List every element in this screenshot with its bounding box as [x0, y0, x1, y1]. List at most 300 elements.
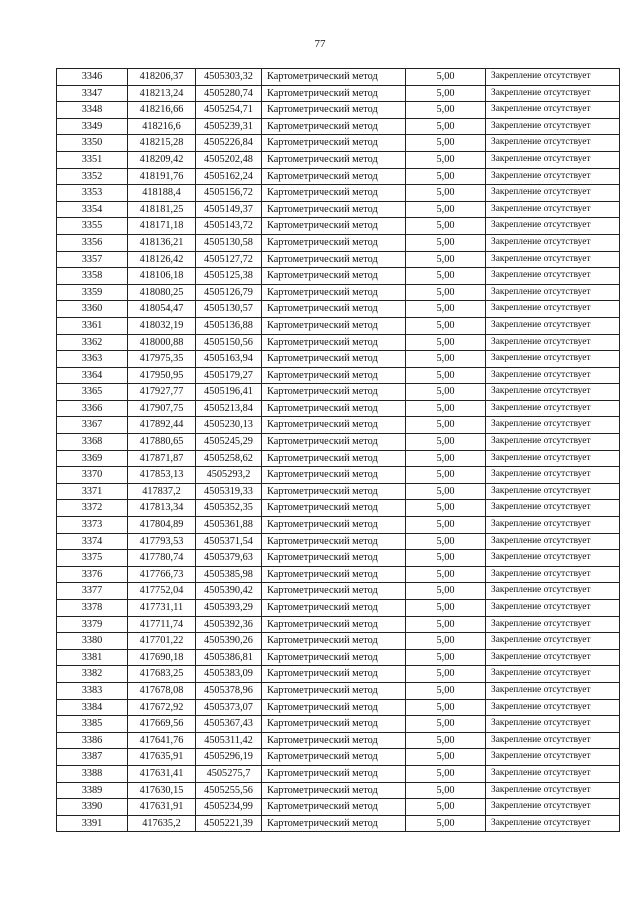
method-cell: Картометрический метод: [262, 682, 406, 699]
point-number-cell: 3368: [57, 434, 128, 451]
x-coordinate-cell: 417672,92: [128, 699, 196, 716]
table-row: [57, 616, 620, 633]
x-coordinate-cell: 418106,18: [128, 268, 196, 285]
point-number-cell: 3389: [57, 782, 128, 799]
x-coordinate-cell: 417678,08: [128, 682, 196, 699]
precision-cell: 5,00: [406, 600, 486, 617]
y-coordinate-cell: 4505226,84: [196, 135, 262, 152]
precision-cell: 5,00: [406, 749, 486, 766]
y-coordinate-cell: 4505296,19: [196, 749, 262, 766]
x-coordinate-cell: 417731,11: [128, 600, 196, 617]
fixing-cell: Закрепление отсутствует: [486, 301, 620, 318]
method-cell: Картометрический метод: [262, 351, 406, 368]
fixing-cell: Закрепление отсутствует: [486, 118, 620, 135]
y-coordinate-cell: 4505202,48: [196, 151, 262, 168]
method-cell: Картометрический метод: [262, 168, 406, 185]
y-coordinate-cell: 4505373,07: [196, 699, 262, 716]
precision-cell: 5,00: [406, 367, 486, 384]
y-coordinate-cell: 4505352,35: [196, 500, 262, 517]
table-row: [57, 317, 620, 334]
point-number-cell: 3366: [57, 400, 128, 417]
x-coordinate-cell: 417641,76: [128, 732, 196, 749]
table-row: [57, 716, 620, 733]
table-row: [57, 351, 620, 368]
precision-cell: 5,00: [406, 251, 486, 268]
y-coordinate-cell: 4505143,72: [196, 218, 262, 235]
fixing-cell: Закрепление отсутствует: [486, 417, 620, 434]
fixing-cell: Закрепление отсутствует: [486, 168, 620, 185]
point-number-cell: 3372: [57, 500, 128, 517]
table-row: [57, 400, 620, 417]
point-number-cell: 3381: [57, 649, 128, 666]
x-coordinate-cell: 418000,88: [128, 334, 196, 351]
fixing-cell: Закрепление отсутствует: [486, 201, 620, 218]
fixing-cell: Закрепление отсутствует: [486, 682, 620, 699]
fixing-cell: Закрепление отсутствует: [486, 151, 620, 168]
precision-cell: 5,00: [406, 682, 486, 699]
x-coordinate-cell: 417853,13: [128, 467, 196, 484]
precision-cell: 5,00: [406, 649, 486, 666]
precision-cell: 5,00: [406, 483, 486, 500]
fixing-cell: Закрепление отсутствует: [486, 135, 620, 152]
precision-cell: 5,00: [406, 168, 486, 185]
precision-cell: 5,00: [406, 699, 486, 716]
fixing-cell: Закрепление отсутствует: [486, 185, 620, 202]
point-number-cell: 3376: [57, 566, 128, 583]
method-cell: Картометрический метод: [262, 417, 406, 434]
fixing-cell: Закрепление отсутствует: [486, 799, 620, 816]
table-row: [57, 550, 620, 567]
method-cell: Картометрический метод: [262, 450, 406, 467]
y-coordinate-cell: 4505383,09: [196, 666, 262, 683]
point-number-cell: 3380: [57, 633, 128, 650]
y-coordinate-cell: 4505390,26: [196, 633, 262, 650]
point-number-cell: 3352: [57, 168, 128, 185]
point-number-cell: 3379: [57, 616, 128, 633]
point-number-cell: 3386: [57, 732, 128, 749]
method-cell: Картометрический метод: [262, 201, 406, 218]
point-number-cell: 3370: [57, 467, 128, 484]
x-coordinate-cell: 417804,89: [128, 517, 196, 534]
table-row: [57, 533, 620, 550]
fixing-cell: Закрепление отсутствует: [486, 616, 620, 633]
x-coordinate-cell: 418136,21: [128, 234, 196, 251]
precision-cell: 5,00: [406, 616, 486, 633]
method-cell: Картометрический метод: [262, 367, 406, 384]
fixing-cell: Закрепление отсутствует: [486, 317, 620, 334]
y-coordinate-cell: 4505371,54: [196, 533, 262, 550]
precision-cell: 5,00: [406, 633, 486, 650]
y-coordinate-cell: 4505136,88: [196, 317, 262, 334]
x-coordinate-cell: 417907,75: [128, 400, 196, 417]
fixing-cell: Закрепление отсутствует: [486, 666, 620, 683]
x-coordinate-cell: 417950,95: [128, 367, 196, 384]
page-number: 77: [314, 38, 326, 50]
precision-cell: 5,00: [406, 517, 486, 534]
method-cell: Картометрический метод: [262, 400, 406, 417]
precision-cell: 5,00: [406, 85, 486, 102]
point-number-cell: 3360: [57, 301, 128, 318]
table-row: [57, 334, 620, 351]
table-row: [57, 284, 620, 301]
y-coordinate-cell: 4505130,57: [196, 301, 262, 318]
table-row: [57, 450, 620, 467]
y-coordinate-cell: 4505149,37: [196, 201, 262, 218]
precision-cell: 5,00: [406, 284, 486, 301]
x-coordinate-cell: 418215,28: [128, 135, 196, 152]
method-cell: Картометрический метод: [262, 268, 406, 285]
y-coordinate-cell: 4505385,98: [196, 566, 262, 583]
table-row: [57, 467, 620, 484]
point-number-cell: 3353: [57, 185, 128, 202]
precision-cell: 5,00: [406, 732, 486, 749]
point-number-cell: 3373: [57, 517, 128, 534]
method-cell: Картометрический метод: [262, 384, 406, 401]
point-number-cell: 3387: [57, 749, 128, 766]
y-coordinate-cell: 4505127,72: [196, 251, 262, 268]
table-row: [57, 815, 620, 832]
x-coordinate-cell: 417711,74: [128, 616, 196, 633]
table-row: [57, 201, 620, 218]
method-cell: Картометрический метод: [262, 467, 406, 484]
fixing-cell: Закрепление отсутствует: [486, 400, 620, 417]
precision-cell: 5,00: [406, 533, 486, 550]
table-row: [57, 600, 620, 617]
precision-cell: 5,00: [406, 815, 486, 832]
coordinates-table: [56, 68, 620, 832]
precision-cell: 5,00: [406, 135, 486, 152]
point-number-cell: 3383: [57, 682, 128, 699]
table-row: [57, 732, 620, 749]
method-cell: Картометрический метод: [262, 765, 406, 782]
method-cell: Картометрический метод: [262, 732, 406, 749]
table-row: [57, 682, 620, 699]
point-number-cell: 3378: [57, 600, 128, 617]
table-row: [57, 268, 620, 285]
y-coordinate-cell: 4505393,29: [196, 600, 262, 617]
x-coordinate-cell: 417690,18: [128, 649, 196, 666]
precision-cell: 5,00: [406, 384, 486, 401]
table-row: [57, 483, 620, 500]
method-cell: Картометрический метод: [262, 69, 406, 86]
x-coordinate-cell: 417837,2: [128, 483, 196, 500]
table-row: [57, 384, 620, 401]
fixing-cell: Закрепление отсутствует: [486, 732, 620, 749]
point-number-cell: 3365: [57, 384, 128, 401]
method-cell: Картометрический метод: [262, 666, 406, 683]
point-number-cell: 3391: [57, 815, 128, 832]
table-row: [57, 500, 620, 517]
table-row: [57, 118, 620, 135]
fixing-cell: Закрепление отсутствует: [486, 351, 620, 368]
point-number-cell: 3348: [57, 102, 128, 119]
fixing-cell: Закрепление отсутствует: [486, 218, 620, 235]
y-coordinate-cell: 4505293,2: [196, 467, 262, 484]
x-coordinate-cell: 417752,04: [128, 583, 196, 600]
point-number-cell: 3369: [57, 450, 128, 467]
point-number-cell: 3375: [57, 550, 128, 567]
method-cell: Картометрический метод: [262, 251, 406, 268]
table-row: [57, 649, 620, 666]
fixing-cell: Закрепление отсутствует: [486, 649, 620, 666]
y-coordinate-cell: 4505162,24: [196, 168, 262, 185]
point-number-cell: 3358: [57, 268, 128, 285]
y-coordinate-cell: 4505378,96: [196, 682, 262, 699]
coordinates-table-body: [57, 69, 620, 832]
point-number-cell: 3361: [57, 317, 128, 334]
method-cell: Картометрический метод: [262, 782, 406, 799]
fixing-cell: Закрепление отсутствует: [486, 533, 620, 550]
method-cell: Картометрический метод: [262, 135, 406, 152]
x-coordinate-cell: 418126,42: [128, 251, 196, 268]
method-cell: Картометрический метод: [262, 434, 406, 451]
precision-cell: 5,00: [406, 301, 486, 318]
table-row: [57, 434, 620, 451]
x-coordinate-cell: 417631,91: [128, 799, 196, 816]
table-row: [57, 799, 620, 816]
table-row: [57, 633, 620, 650]
y-coordinate-cell: 4505367,43: [196, 716, 262, 733]
precision-cell: 5,00: [406, 417, 486, 434]
precision-cell: 5,00: [406, 500, 486, 517]
point-number-cell: 3351: [57, 151, 128, 168]
y-coordinate-cell: 4505234,99: [196, 799, 262, 816]
x-coordinate-cell: 417975,35: [128, 351, 196, 368]
y-coordinate-cell: 4505221,39: [196, 815, 262, 832]
fixing-cell: Закрепление отсутствует: [486, 284, 620, 301]
table-row: [57, 417, 620, 434]
point-number-cell: 3356: [57, 234, 128, 251]
x-coordinate-cell: 418032,19: [128, 317, 196, 334]
y-coordinate-cell: 4505311,42: [196, 732, 262, 749]
point-number-cell: 3347: [57, 85, 128, 102]
y-coordinate-cell: 4505379,63: [196, 550, 262, 567]
precision-cell: 5,00: [406, 268, 486, 285]
table-row: [57, 517, 620, 534]
x-coordinate-cell: 418188,4: [128, 185, 196, 202]
y-coordinate-cell: 4505196,41: [196, 384, 262, 401]
y-coordinate-cell: 4505303,32: [196, 69, 262, 86]
fixing-cell: Закрепление отсутствует: [486, 699, 620, 716]
point-number-cell: 3382: [57, 666, 128, 683]
fixing-cell: Закрепление отсутствует: [486, 765, 620, 782]
table-row: [57, 583, 620, 600]
method-cell: Картометрический метод: [262, 517, 406, 534]
y-coordinate-cell: 4505126,79: [196, 284, 262, 301]
method-cell: Картометрический метод: [262, 566, 406, 583]
precision-cell: 5,00: [406, 566, 486, 583]
x-coordinate-cell: 418191,76: [128, 168, 196, 185]
x-coordinate-cell: 417630,15: [128, 782, 196, 799]
precision-cell: 5,00: [406, 666, 486, 683]
precision-cell: 5,00: [406, 185, 486, 202]
method-cell: Картометрический метод: [262, 185, 406, 202]
point-number-cell: 3363: [57, 351, 128, 368]
y-coordinate-cell: 4505239,31: [196, 118, 262, 135]
precision-cell: 5,00: [406, 782, 486, 799]
point-number-cell: 3377: [57, 583, 128, 600]
point-number-cell: 3355: [57, 218, 128, 235]
method-cell: Картометрический метод: [262, 85, 406, 102]
x-coordinate-cell: 417927,77: [128, 384, 196, 401]
y-coordinate-cell: 4505255,56: [196, 782, 262, 799]
y-coordinate-cell: 4505230,13: [196, 417, 262, 434]
point-number-cell: 3350: [57, 135, 128, 152]
x-coordinate-cell: 417766,73: [128, 566, 196, 583]
method-cell: Картометрический метод: [262, 533, 406, 550]
fixing-cell: Закрепление отсутствует: [486, 334, 620, 351]
precision-cell: 5,00: [406, 234, 486, 251]
precision-cell: 5,00: [406, 765, 486, 782]
fixing-cell: Закрепление отсутствует: [486, 450, 620, 467]
method-cell: Картометрический метод: [262, 716, 406, 733]
y-coordinate-cell: 4505125,38: [196, 268, 262, 285]
method-cell: Картометрический метод: [262, 334, 406, 351]
table-row: [57, 699, 620, 716]
x-coordinate-cell: 417635,91: [128, 749, 196, 766]
method-cell: Картометрический метод: [262, 118, 406, 135]
table-row: [57, 566, 620, 583]
table-row: [57, 765, 620, 782]
table-row: [57, 185, 620, 202]
x-coordinate-cell: 417701,22: [128, 633, 196, 650]
fixing-cell: Закрепление отсутствует: [486, 500, 620, 517]
method-cell: Картометрический метод: [262, 317, 406, 334]
x-coordinate-cell: 418209,42: [128, 151, 196, 168]
precision-cell: 5,00: [406, 151, 486, 168]
precision-cell: 5,00: [406, 102, 486, 119]
precision-cell: 5,00: [406, 583, 486, 600]
precision-cell: 5,00: [406, 434, 486, 451]
point-number-cell: 3346: [57, 69, 128, 86]
precision-cell: 5,00: [406, 69, 486, 86]
y-coordinate-cell: 4505179,27: [196, 367, 262, 384]
x-coordinate-cell: 417669,56: [128, 716, 196, 733]
y-coordinate-cell: 4505150,56: [196, 334, 262, 351]
precision-cell: 5,00: [406, 400, 486, 417]
y-coordinate-cell: 4505280,74: [196, 85, 262, 102]
point-number-cell: 3374: [57, 533, 128, 550]
fixing-cell: Закрепление отсутствует: [486, 815, 620, 832]
point-number-cell: 3354: [57, 201, 128, 218]
fixing-cell: Закрепление отсутствует: [486, 251, 620, 268]
x-coordinate-cell: 417892,44: [128, 417, 196, 434]
method-cell: Картометрический метод: [262, 550, 406, 567]
table-row: [57, 135, 620, 152]
x-coordinate-cell: 417780,74: [128, 550, 196, 567]
fixing-cell: Закрепление отсутствует: [486, 566, 620, 583]
table-row: [57, 151, 620, 168]
fixing-cell: Закрепление отсутствует: [486, 69, 620, 86]
y-coordinate-cell: 4505156,72: [196, 185, 262, 202]
x-coordinate-cell: 418054,47: [128, 301, 196, 318]
method-cell: Картометрический метод: [262, 483, 406, 500]
table-row: [57, 666, 620, 683]
point-number-cell: 3371: [57, 483, 128, 500]
method-cell: Картометрический метод: [262, 815, 406, 832]
y-coordinate-cell: 4505275,7: [196, 765, 262, 782]
y-coordinate-cell: 4505386,81: [196, 649, 262, 666]
method-cell: Картометрический метод: [262, 799, 406, 816]
point-number-cell: 3362: [57, 334, 128, 351]
method-cell: Картометрический метод: [262, 600, 406, 617]
precision-cell: 5,00: [406, 317, 486, 334]
fixing-cell: Закрепление отсутствует: [486, 716, 620, 733]
precision-cell: 5,00: [406, 799, 486, 816]
method-cell: Картометрический метод: [262, 218, 406, 235]
fixing-cell: Закрепление отсутствует: [486, 234, 620, 251]
x-coordinate-cell: 418216,6: [128, 118, 196, 135]
fixing-cell: Закрепление отсутствует: [486, 583, 620, 600]
fixing-cell: Закрепление отсутствует: [486, 633, 620, 650]
table-row: [57, 218, 620, 235]
method-cell: Картометрический метод: [262, 749, 406, 766]
x-coordinate-cell: 418181,25: [128, 201, 196, 218]
x-coordinate-cell: 417683,25: [128, 666, 196, 683]
y-coordinate-cell: 4505254,71: [196, 102, 262, 119]
method-cell: Картометрический метод: [262, 234, 406, 251]
y-coordinate-cell: 4505130,58: [196, 234, 262, 251]
method-cell: Картометрический метод: [262, 649, 406, 666]
table-row: [57, 102, 620, 119]
method-cell: Картометрический метод: [262, 583, 406, 600]
fixing-cell: Закрепление отсутствует: [486, 749, 620, 766]
point-number-cell: 3364: [57, 367, 128, 384]
x-coordinate-cell: 417880,65: [128, 434, 196, 451]
table-row: [57, 367, 620, 384]
x-coordinate-cell: 417635,2: [128, 815, 196, 832]
point-number-cell: 3357: [57, 251, 128, 268]
y-coordinate-cell: 4505361,88: [196, 517, 262, 534]
point-number-cell: 3385: [57, 716, 128, 733]
table-row: [57, 301, 620, 318]
x-coordinate-cell: 417813,34: [128, 500, 196, 517]
fixing-cell: Закрепление отсутствует: [486, 483, 620, 500]
y-coordinate-cell: 4505245,29: [196, 434, 262, 451]
fixing-cell: Закрепление отсутствует: [486, 102, 620, 119]
fixing-cell: Закрепление отсутствует: [486, 367, 620, 384]
x-coordinate-cell: 418216,66: [128, 102, 196, 119]
x-coordinate-cell: 417631,41: [128, 765, 196, 782]
point-number-cell: 3390: [57, 799, 128, 816]
fixing-cell: Закрепление отсутствует: [486, 434, 620, 451]
method-cell: Картометрический метод: [262, 301, 406, 318]
precision-cell: 5,00: [406, 201, 486, 218]
table-row: [57, 749, 620, 766]
y-coordinate-cell: 4505390,42: [196, 583, 262, 600]
fixing-cell: Закрепление отсутствует: [486, 782, 620, 799]
x-coordinate-cell: 418213,24: [128, 85, 196, 102]
precision-cell: 5,00: [406, 334, 486, 351]
point-number-cell: 3349: [57, 118, 128, 135]
fixing-cell: Закрепление отсутствует: [486, 550, 620, 567]
y-coordinate-cell: 4505392,36: [196, 616, 262, 633]
precision-cell: 5,00: [406, 218, 486, 235]
table-row: [57, 782, 620, 799]
fixing-cell: Закрепление отсутствует: [486, 268, 620, 285]
method-cell: Картометрический метод: [262, 500, 406, 517]
precision-cell: 5,00: [406, 351, 486, 368]
precision-cell: 5,00: [406, 550, 486, 567]
method-cell: Картометрический метод: [262, 284, 406, 301]
precision-cell: 5,00: [406, 716, 486, 733]
x-coordinate-cell: 417793,53: [128, 533, 196, 550]
method-cell: Картометрический метод: [262, 102, 406, 119]
y-coordinate-cell: 4505163,94: [196, 351, 262, 368]
x-coordinate-cell: 418171,18: [128, 218, 196, 235]
y-coordinate-cell: 4505258,62: [196, 450, 262, 467]
precision-cell: 5,00: [406, 467, 486, 484]
